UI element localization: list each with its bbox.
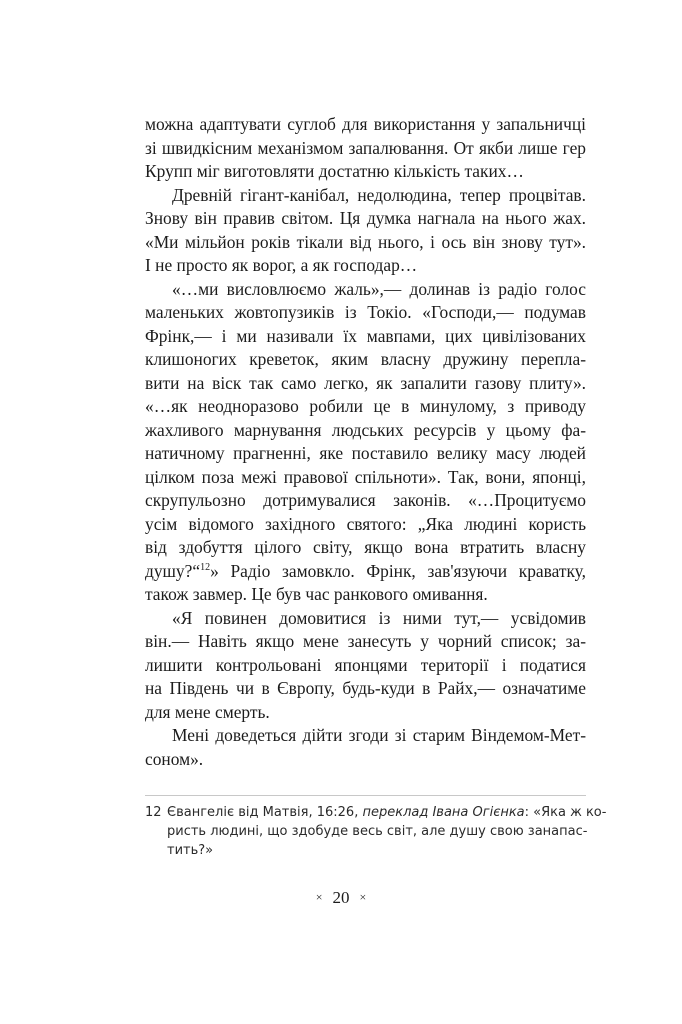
footnote-number: 12	[145, 805, 162, 820]
text-fragment: » Радіо замовкло. Фрінк, зав'язуючи краватку,	[210, 560, 586, 581]
footnote-line: тить?»	[167, 843, 214, 858]
paragraph-5	[145, 724, 586, 771]
footnote-text: Євангеліє від Матвія, 16:26,	[167, 805, 363, 820]
text-line: для мене смерть.	[145, 701, 270, 722]
text-line: вити на віск так само легко, як запалити газову плиту».	[145, 372, 586, 393]
text-line: жахливого марнування людських ресурсів у цьому фа-	[145, 419, 586, 440]
paragraph-4	[145, 607, 586, 725]
text-line: «…ми висловлюємо жаль»,— долинав із радіо голос	[172, 278, 586, 299]
footnote	[145, 803, 607, 860]
text-line: І не просто як ворог, а як господар…	[145, 255, 418, 275]
text-line: Древній гігант-канібал, недолюдина, тепер процвітав.	[172, 184, 586, 205]
text-line: усім відомого західного святого: „Яка людині користь	[145, 513, 586, 534]
text-line: на Південь чи в Європу, будь-куди в Райх,— означатиме	[145, 678, 586, 698]
text-line: маленьких жовтопузиків із Токіо. «Господи,— подумав	[145, 302, 586, 322]
text-line: зі швидкісним механізмом запалювання. От якби лише гер	[145, 137, 586, 158]
main-text	[145, 113, 586, 771]
text-line: він.— Навіть якщо мене занесуть у чорний список; за-	[145, 631, 586, 651]
text-line: також завмер. Це був час ранкового омивання.	[145, 584, 488, 604]
page-number-ornament-right: ×	[359, 890, 367, 904]
text-line: скрупульозно дотримувалися законів. «…Процитуємо	[145, 490, 586, 510]
text-line: «…як неодноразово робили це в минулому, з приводу	[145, 396, 586, 416]
text-line: Крупп міг виготовляти достатню кількість таких…	[145, 161, 524, 181]
paragraph-2	[145, 184, 586, 278]
text-line: цілком поза межі правової спільноти». Так, вони, японці,	[145, 466, 586, 487]
footnote-line	[145, 803, 607, 822]
text-line	[145, 560, 586, 584]
footnote-source: переклад Івана Огієнка	[362, 805, 525, 820]
text-line: Фрінк,— і ми називали їх мавпами, цих цивілізованих	[145, 325, 586, 346]
page-number	[0, 888, 682, 908]
footnote-reference[interactable]: 12	[200, 561, 211, 573]
text-line: від здобуття цілого світу, якщо вона втратить власну	[145, 537, 586, 557]
page-number-value: 20	[332, 888, 350, 907]
text-line: натичному прагненні, яке поставило велику масу людей	[145, 443, 586, 463]
paragraph-3	[145, 278, 586, 607]
text-line: клишоногих креветок, яким власну дружину перепла-	[145, 349, 586, 369]
footnote-line: ристь людині, що здобуде весь світ, але душу свою занапас-	[167, 824, 588, 839]
footnote-text: : «Яка ж ко-	[524, 805, 607, 820]
text-fragment: душу?“	[145, 560, 201, 581]
text-line: Знову він правив світом. Ця думка нагнала на нього жах.	[145, 208, 586, 228]
text-line: «Ми мільйон років тікали від нього, і ось він знову тут».	[145, 231, 586, 252]
text-line: Мені доведеться дійти згоди зі старим Віндемом-Мет-	[172, 725, 586, 745]
footnote-divider	[145, 795, 586, 796]
page-number-ornament-left: ×	[315, 890, 323, 904]
text-line: соном».	[145, 748, 204, 769]
text-line: можна адаптувати суглоб для використання у запальничці	[145, 114, 586, 134]
text-line: «Я повинен домовитися із ними тут,— усвідомив	[172, 607, 586, 628]
text-line: лишити контрольовані японцями території і податися	[145, 654, 586, 675]
paragraph-1	[145, 113, 586, 184]
